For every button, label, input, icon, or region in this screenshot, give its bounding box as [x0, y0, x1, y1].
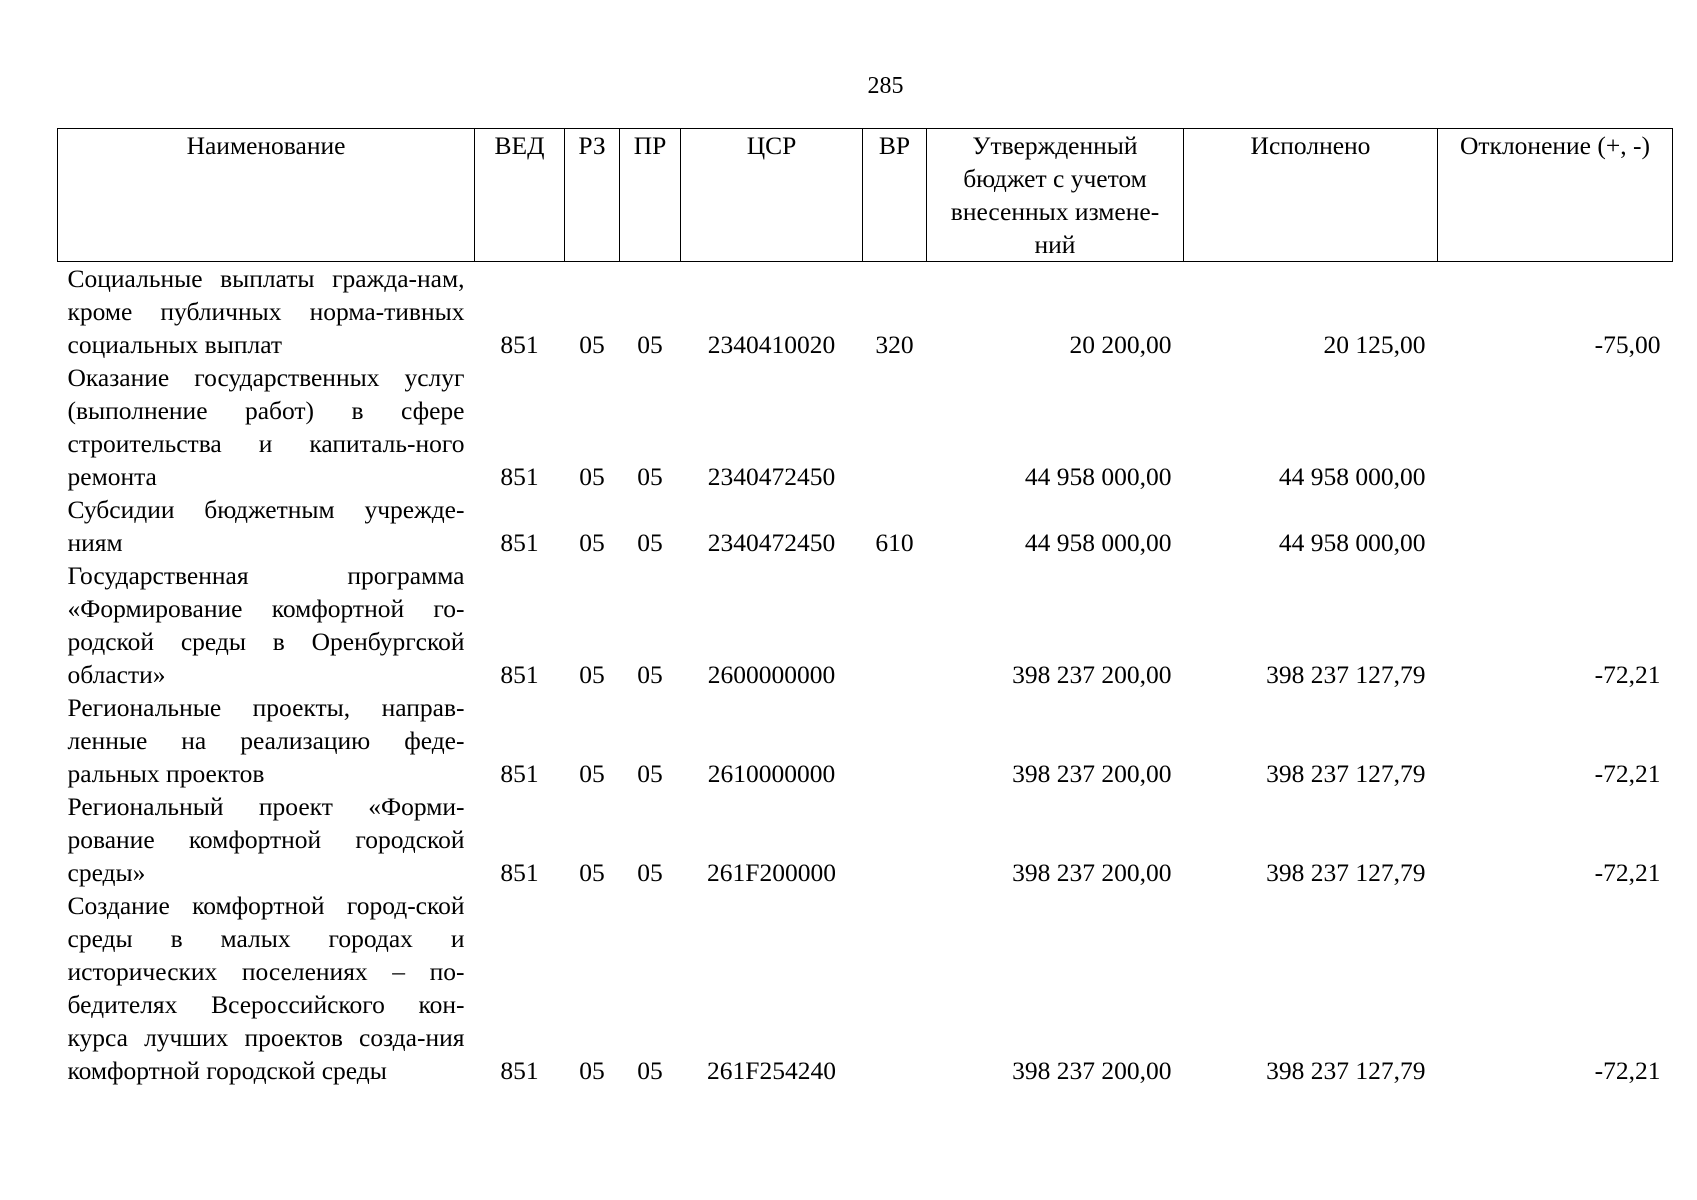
row-csr: 261F254240 — [707, 1056, 836, 1085]
page-number: 285 — [867, 73, 904, 99]
row-deviation — [1438, 493, 1673, 559]
row-deviation: -72,21 — [1594, 1056, 1661, 1085]
row-executed: 44 958 000,00 — [1278, 528, 1426, 557]
row-csr: 2610000000 — [707, 759, 836, 788]
row-ved: 851 — [500, 528, 539, 557]
row-pr: 05 — [637, 1056, 663, 1085]
row-ved: 851 — [500, 759, 539, 788]
table-row — [58, 691, 1673, 790]
row-rz: 05 — [579, 660, 605, 689]
row-name: Субсидии бюджетным учрежде-ниям — [67, 495, 465, 557]
row-approved: 398 237 200,00 — [1012, 1056, 1172, 1085]
row-vr — [863, 361, 927, 493]
row-executed: 20 125,00 — [1323, 330, 1426, 359]
row-pr: 05 — [637, 759, 663, 788]
header-csr: ЦСР — [681, 129, 863, 262]
table-row — [58, 889, 1673, 1087]
row-csr: 261F200000 — [707, 858, 836, 887]
row-approved: 398 237 200,00 — [1012, 759, 1172, 788]
row-rz: 05 — [579, 1056, 605, 1085]
row-ved: 851 — [500, 660, 539, 689]
row-ved: 851 — [500, 462, 539, 491]
header-executed: Исполнено — [1184, 129, 1438, 262]
row-vr — [863, 790, 927, 889]
table-row — [58, 493, 1673, 559]
row-ved: 851 — [500, 330, 539, 359]
row-csr: 2340472450 — [707, 462, 836, 491]
row-name: Создание комфортной город-ской среды в малых городах и исторических поселениях – по-бедителях Всероссийского кон-курса лучших проектов созда-ния комфортной городской среды — [67, 891, 465, 1085]
row-csr: 2340410020 — [707, 330, 836, 359]
row-rz: 05 — [579, 759, 605, 788]
table-row — [58, 262, 1673, 362]
row-executed: 398 237 127,79 — [1266, 660, 1426, 689]
row-deviation — [1438, 361, 1673, 493]
row-approved: 20 200,00 — [1069, 330, 1172, 359]
row-ved: 851 — [500, 858, 539, 887]
row-ved: 851 — [500, 1056, 539, 1085]
header-vr: ВР — [863, 129, 927, 262]
budget-table — [57, 128, 1673, 1087]
row-rz: 05 — [579, 462, 605, 491]
row-pr: 05 — [637, 858, 663, 887]
row-approved: 44 958 000,00 — [1024, 462, 1172, 491]
row-name: Региональные проекты, направ-ленные на реализацию феде-ральных проектов — [67, 693, 465, 788]
row-approved: 398 237 200,00 — [1012, 660, 1172, 689]
row-rz: 05 — [579, 858, 605, 887]
row-csr: 2600000000 — [707, 660, 836, 689]
row-rz: 05 — [579, 528, 605, 557]
header-deviation: Отклонение (+, -) — [1438, 129, 1673, 262]
row-vr — [863, 889, 927, 1087]
row-deviation: -75,00 — [1594, 330, 1661, 359]
row-executed: 398 237 127,79 — [1266, 1056, 1426, 1085]
table-row — [58, 790, 1673, 889]
row-name: Социальные выплаты гражда-нам, кроме публичных норма-тивных социальных выплат — [67, 264, 465, 359]
header-name: Наименование — [58, 129, 475, 262]
row-csr: 2340472450 — [707, 528, 836, 557]
row-approved: 44 958 000,00 — [1024, 528, 1172, 557]
row-name: Государственная программа «Формирование комфортной го-родской среды в Оренбургской области» — [67, 561, 465, 689]
row-vr: 610 — [875, 528, 914, 557]
row-vr: 320 — [875, 330, 914, 359]
row-executed: 398 237 127,79 — [1266, 759, 1426, 788]
row-vr — [863, 691, 927, 790]
row-name: Оказание государственных услуг (выполнение работ) в сфере строительства и капиталь-ного ремонта — [67, 363, 465, 491]
header-row — [58, 129, 1673, 262]
row-rz: 05 — [579, 330, 605, 359]
row-pr: 05 — [637, 660, 663, 689]
table-row — [58, 559, 1673, 691]
row-name: Региональный проект «Форми-рование комфортной городской среды» — [67, 792, 465, 887]
row-deviation: -72,21 — [1594, 660, 1661, 689]
header-pr: ПР — [620, 129, 681, 262]
table-row — [58, 361, 1673, 493]
row-vr — [863, 559, 927, 691]
row-pr: 05 — [637, 462, 663, 491]
row-pr: 05 — [637, 330, 663, 359]
row-executed: 44 958 000,00 — [1278, 462, 1426, 491]
header-ved: ВЕД — [475, 129, 565, 262]
row-approved: 398 237 200,00 — [1012, 858, 1172, 887]
header-approved: Утвержденный бюджет с учетом внесенных измене-ний — [927, 129, 1184, 262]
row-executed: 398 237 127,79 — [1266, 858, 1426, 887]
row-deviation: -72,21 — [1594, 759, 1661, 788]
row-pr: 05 — [637, 528, 663, 557]
row-deviation: -72,21 — [1594, 858, 1661, 887]
header-rz: РЗ — [565, 129, 620, 262]
